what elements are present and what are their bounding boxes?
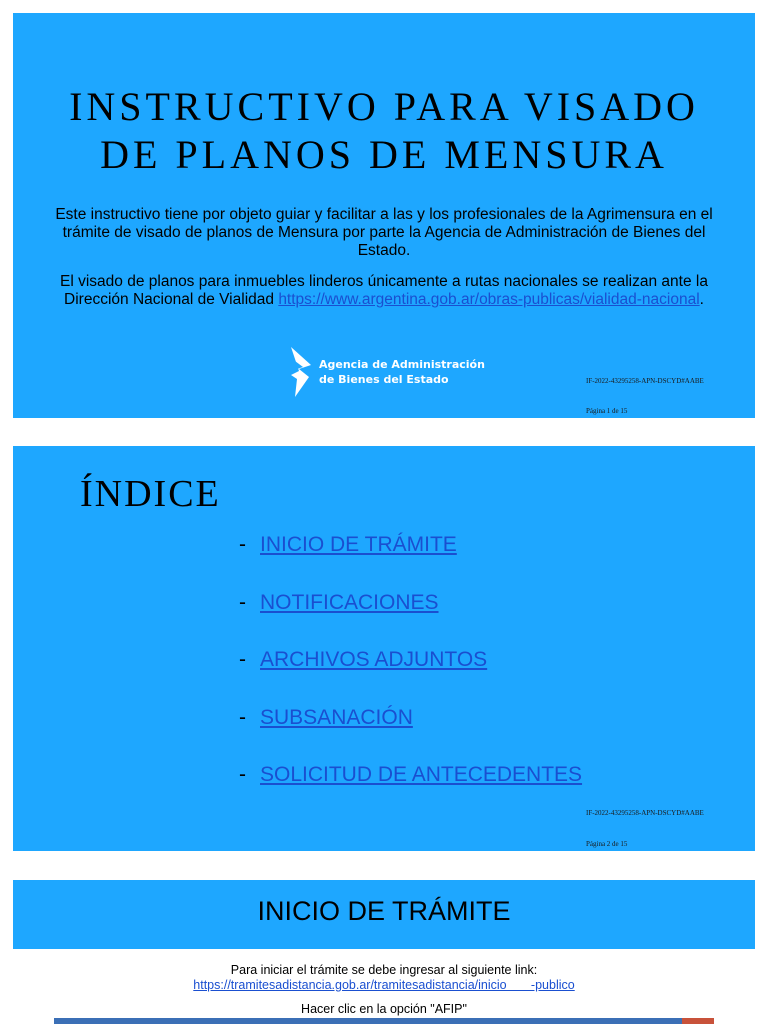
instruction-line: Para iniciar el trámite se debe ingresar al siguiente link:	[230, 963, 538, 977]
index-link-subsanacion[interactable]: SUBSANACIÓN	[260, 705, 413, 729]
index-item	[239, 645, 582, 703]
section-title: INICIO DE TRÁMITE	[257, 896, 511, 926]
index-dash: -	[239, 705, 246, 729]
document-title	[13, 83, 755, 179]
index-dash: -	[239, 590, 246, 614]
aabe-emblem-icon	[289, 347, 313, 397]
logo-line-1: Agencia de Administración	[319, 358, 485, 371]
document-page-2	[13, 446, 755, 851]
tramites-link[interactable]: https://tramitesadistancia.gob.ar/tramitesadistancia/inicio -publico	[193, 978, 575, 992]
index-item	[239, 760, 582, 818]
vialidad-end: .	[699, 291, 704, 308]
logo-text	[319, 357, 485, 387]
index-dash: -	[239, 533, 246, 556]
logo-line-2: de Bienes del Estado	[319, 373, 449, 386]
vialidad-paragraph	[53, 273, 715, 309]
vialidad-link[interactable]: https://www.argentina.gob.ar/obras-publicas/vialidad-nacional	[278, 291, 700, 308]
index-item	[239, 530, 582, 588]
index-title: ÍNDICE	[80, 473, 221, 515]
page-number: Página 2 de 15	[586, 840, 628, 848]
instruction-text	[0, 963, 768, 993]
index-dash: -	[239, 763, 246, 786]
title-line-2: DE PLANOS DE MENSURA	[100, 132, 668, 177]
embedded-screenshot-close-icon	[682, 1018, 714, 1024]
index-link-notificaciones[interactable]: NOTIFICACIONES	[260, 590, 439, 614]
document-page-1	[13, 13, 755, 418]
index-link-inicio[interactable]: INICIO DE TRÁMITE	[260, 533, 457, 556]
title-line-1: INSTRUCTIVO PARA VISADO	[69, 84, 699, 129]
doc-id: IF-2022-43295258-APN-DSCYD#AABE	[586, 377, 704, 385]
index-item	[239, 588, 582, 646]
index-dash: -	[239, 648, 246, 671]
doc-id: IF-2022-43295258-APN-DSCYD#AABE	[586, 809, 704, 817]
page-number: Página 1 de 15	[586, 407, 628, 415]
intro-paragraph: Este instructivo tiene por objeto guiar y facilitar a las y los profesionales de la Agrimensura en el trámite de visado de planos de Mensura por parte la Agencia de Administración de Bienes del Estado.	[55, 206, 713, 259]
embedded-screenshot	[54, 1018, 714, 1024]
vialidad-text: El visado de planos para inmuebles linderos únicamente a rutas nacionales se realizan ante la Dirección Nacional de Vialidad	[60, 273, 708, 308]
index-item	[239, 703, 582, 761]
document-page-3-header	[13, 880, 755, 949]
index-link-antecedentes[interactable]: SOLICITUD DE ANTECEDENTES	[260, 763, 583, 786]
index-link-archivos[interactable]: ARCHIVOS ADJUNTOS	[260, 648, 488, 671]
index-list	[239, 530, 582, 818]
afip-instruction: Hacer clic en la opción "AFIP"	[301, 1002, 467, 1016]
aabe-logo	[289, 346, 489, 398]
